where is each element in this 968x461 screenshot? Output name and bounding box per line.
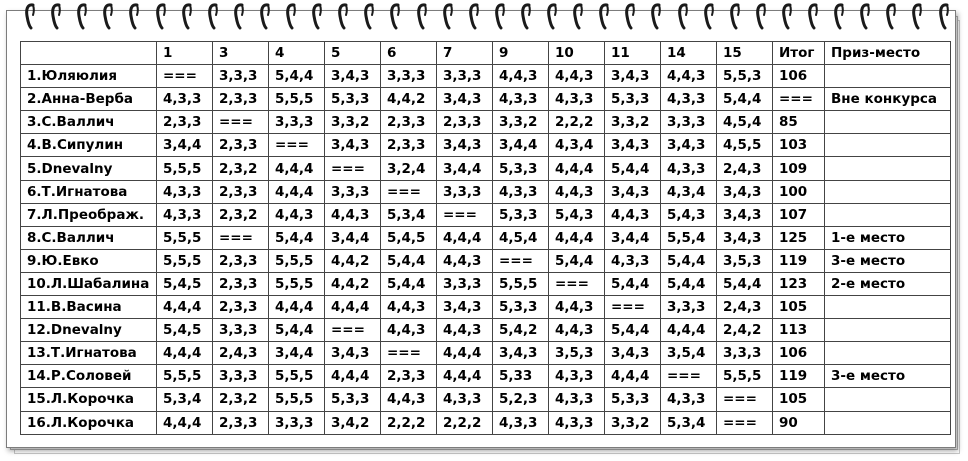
- spiral-binding-ring-icon: [756, 2, 767, 30]
- score-cell: 3,3,3: [437, 180, 493, 203]
- score-cell: 3,4,3: [605, 65, 661, 88]
- participant-name: 11.В.Васина: [21, 296, 157, 319]
- participant-name: 9.Ю.Евко: [21, 249, 157, 272]
- score-cell: 2,3,3: [213, 272, 269, 295]
- score-cell: 3,4,3: [437, 134, 493, 157]
- score-cell: 3,4,3: [661, 134, 717, 157]
- table-row: [21, 203, 951, 226]
- column-header: 3: [213, 42, 269, 65]
- score-cell: ===: [605, 296, 661, 319]
- spiral-binding-ring-icon: [495, 2, 506, 30]
- score-cell: 2,3,3: [381, 365, 437, 388]
- score-cell: 2,3,3: [213, 134, 269, 157]
- spiral-binding-ring-icon: [834, 2, 845, 30]
- total-cell: 107: [773, 203, 825, 226]
- score-cell: 2,3,2: [213, 388, 269, 411]
- score-cell: 2,3,3: [213, 411, 269, 434]
- score-cell: ===: [717, 411, 773, 434]
- participant-name: 3.С.Валлич: [21, 111, 157, 134]
- score-cell: 3,3,3: [213, 365, 269, 388]
- score-cell: 5,4,4: [381, 249, 437, 272]
- score-cell: 3,3,2: [493, 111, 549, 134]
- score-cell: 4,3,3: [493, 411, 549, 434]
- spiral-binding-ring-icon: [443, 2, 454, 30]
- score-cell: 4,4,4: [157, 411, 213, 434]
- score-cell: 3,4,3: [605, 180, 661, 203]
- score-cell: ===: [549, 272, 605, 295]
- table-row: [21, 226, 951, 249]
- score-cell: 5,33: [493, 365, 549, 388]
- score-cell: 4,4,3: [549, 319, 605, 342]
- participant-name: 12.Dnevalny: [21, 319, 157, 342]
- score-cell: 4,3,3: [437, 388, 493, 411]
- table-header: [21, 42, 951, 65]
- score-cell: 5,3,3: [325, 388, 381, 411]
- table-row: [21, 319, 951, 342]
- score-cell: ===: [381, 342, 437, 365]
- prize-cell: 3-е место: [825, 365, 951, 388]
- score-cell: 4,3,3: [493, 88, 549, 111]
- score-cell: 5,5,5: [717, 365, 773, 388]
- score-cell: 4,4,3: [605, 203, 661, 226]
- prize-cell: 1-е место: [825, 226, 951, 249]
- score-cell: 4,3,3: [157, 203, 213, 226]
- total-cell: 85: [773, 111, 825, 134]
- spiral-binding-ring-icon: [338, 2, 349, 30]
- score-cell: ===: [493, 249, 549, 272]
- score-cell: 4,3,3: [661, 157, 717, 180]
- score-cell: 5,5,3: [717, 65, 773, 88]
- score-cell: 3,3,3: [269, 111, 325, 134]
- score-cell: 3,3,3: [269, 411, 325, 434]
- score-cell: 3,4,3: [605, 134, 661, 157]
- score-cell: 4,3,3: [549, 411, 605, 434]
- score-cell: 5,4,4: [605, 157, 661, 180]
- participant-name: 14.Р.Соловей: [21, 365, 157, 388]
- score-cell: ===: [661, 365, 717, 388]
- score-cell: 5,5,5: [493, 272, 549, 295]
- prize-cell: [825, 111, 951, 134]
- score-cell: 5,4,4: [381, 272, 437, 295]
- spiral-binding-ring-icon: [886, 2, 897, 30]
- score-cell: 2,4,3: [717, 157, 773, 180]
- table-row: [21, 65, 951, 88]
- scores-table: [20, 41, 951, 435]
- score-cell: 4,4,4: [437, 226, 493, 249]
- score-cell: 2,4,3: [717, 296, 773, 319]
- column-header: 15: [717, 42, 773, 65]
- prize-cell: Вне конкурса: [825, 88, 951, 111]
- total-cell: 105: [773, 388, 825, 411]
- score-cell: 5,5,5: [269, 88, 325, 111]
- score-cell: 4,4,3: [381, 296, 437, 319]
- total-cell: 100: [773, 180, 825, 203]
- column-header: [21, 42, 157, 65]
- score-cell: 4,4,4: [549, 226, 605, 249]
- score-cell: 5,3,3: [325, 88, 381, 111]
- score-cell: 3,4,3: [605, 342, 661, 365]
- score-cell: 5,4,4: [269, 65, 325, 88]
- column-header: 6: [381, 42, 437, 65]
- score-cell: 5,5,5: [269, 388, 325, 411]
- column-header: 9: [493, 42, 549, 65]
- spiral-binding-ring-icon: [208, 2, 219, 30]
- participant-name: 6.Т.Игнатова: [21, 180, 157, 203]
- spiral-binding-ring-icon: [678, 2, 689, 30]
- spiral-binding-ring-icon: [939, 2, 950, 30]
- table-row: [21, 134, 951, 157]
- score-cell: 4,4,3: [493, 65, 549, 88]
- spiral-binding-ring-icon: [390, 2, 401, 30]
- score-cell: 5,4,4: [717, 272, 773, 295]
- total-cell: 113: [773, 319, 825, 342]
- score-cell: 3,4,3: [325, 65, 381, 88]
- score-cell: 5,4,4: [661, 249, 717, 272]
- table-row: [21, 88, 951, 111]
- score-cell: ===: [437, 203, 493, 226]
- score-cell: 3,4,4: [437, 157, 493, 180]
- score-cell: 3,2,4: [381, 157, 437, 180]
- score-cell: 4,4,3: [381, 319, 437, 342]
- table-row: [21, 411, 951, 434]
- score-cell: 4,4,4: [157, 342, 213, 365]
- score-cell: 4,4,4: [549, 157, 605, 180]
- score-cell: 3,4,4: [605, 226, 661, 249]
- spiral-binding: [0, 0, 968, 34]
- score-cell: 5,4,4: [269, 319, 325, 342]
- score-cell: 5,4,4: [549, 249, 605, 272]
- score-cell: 5,3,3: [493, 203, 549, 226]
- spiral-binding-ring-icon: [860, 2, 871, 30]
- score-cell: 5,3,4: [157, 388, 213, 411]
- score-cell: 2,3,3: [213, 249, 269, 272]
- prize-cell: [825, 342, 951, 365]
- score-cell: 4,3,3: [157, 88, 213, 111]
- participant-name: 1.Юляюлия: [21, 65, 157, 88]
- total-cell: 90: [773, 411, 825, 434]
- score-cell: 4,4,4: [325, 365, 381, 388]
- score-cell: 5,4,5: [157, 319, 213, 342]
- score-cell: 5,5,5: [269, 249, 325, 272]
- score-cell: 5,3,3: [493, 296, 549, 319]
- table-row: [21, 388, 951, 411]
- score-cell: 2,3,3: [213, 296, 269, 319]
- score-cell: 5,5,5: [157, 365, 213, 388]
- score-cell: 4,4,3: [269, 203, 325, 226]
- score-cell: 5,5,5: [157, 157, 213, 180]
- score-cell: 3,3,2: [605, 411, 661, 434]
- score-cell: 5,3,4: [661, 411, 717, 434]
- spiral-binding-ring-icon: [234, 2, 245, 30]
- prize-cell: [825, 180, 951, 203]
- score-cell: 5,5,5: [157, 249, 213, 272]
- participant-name: 4.В.Сипулин: [21, 134, 157, 157]
- score-cell: 4,4,3: [549, 180, 605, 203]
- score-cell: 4,5,4: [717, 111, 773, 134]
- table-body: [21, 65, 951, 435]
- participant-name: 13.Т.Игнатова: [21, 342, 157, 365]
- score-cell: 4,4,2: [325, 249, 381, 272]
- score-cell: 5,5,5: [269, 365, 325, 388]
- header-row: [21, 42, 951, 65]
- spiral-binding-ring-icon: [77, 2, 88, 30]
- score-cell: 4,4,3: [325, 203, 381, 226]
- participant-name: 15.Л.Корочка: [21, 388, 157, 411]
- score-cell: 5,3,3: [493, 157, 549, 180]
- score-cell: 3,3,3: [661, 111, 717, 134]
- participant-name: 5.Dnevalny: [21, 157, 157, 180]
- table-row: [21, 272, 951, 295]
- score-cell: 3,4,3: [493, 342, 549, 365]
- total-cell: 106: [773, 342, 825, 365]
- score-cell: 3,3,3: [381, 65, 437, 88]
- score-cell: 5,4,2: [493, 319, 549, 342]
- score-cell: 4,3,3: [157, 180, 213, 203]
- total-cell: 125: [773, 226, 825, 249]
- score-cell: 2,3,3: [157, 111, 213, 134]
- score-cell: 5,3,3: [605, 88, 661, 111]
- spiral-binding-ring-icon: [286, 2, 297, 30]
- prize-cell: [825, 134, 951, 157]
- score-cell: ===: [157, 65, 213, 88]
- score-cell: 4,3,3: [605, 249, 661, 272]
- score-cell: 5,4,5: [381, 226, 437, 249]
- score-cell: 4,5,4: [493, 226, 549, 249]
- score-cell: 4,4,4: [325, 296, 381, 319]
- score-cell: 3,4,3: [437, 88, 493, 111]
- column-header: 5: [325, 42, 381, 65]
- table-row: [21, 249, 951, 272]
- score-cell: 2,3,3: [213, 88, 269, 111]
- column-header: 1: [157, 42, 213, 65]
- score-cell: 4,4,4: [269, 296, 325, 319]
- score-cell: 2,4,3: [213, 342, 269, 365]
- score-cell: 4,4,4: [269, 157, 325, 180]
- spiral-binding-ring-icon: [129, 2, 140, 30]
- spiral-binding-ring-icon: [364, 2, 375, 30]
- table-row: [21, 157, 951, 180]
- prize-cell: [825, 388, 951, 411]
- score-cell: 5,5,5: [157, 226, 213, 249]
- score-cell: 4,3,3: [549, 388, 605, 411]
- prize-cell: [825, 65, 951, 88]
- score-cell: 3,4,3: [437, 296, 493, 319]
- table-row: [21, 365, 951, 388]
- score-cell: 2,3,3: [213, 180, 269, 203]
- prize-cell: 2-е место: [825, 272, 951, 295]
- score-cell: 4,4,3: [437, 319, 493, 342]
- score-cell: ===: [269, 134, 325, 157]
- score-cell: 3,4,3: [717, 203, 773, 226]
- spiral-binding-ring-icon: [808, 2, 819, 30]
- score-cell: 3,5,3: [549, 342, 605, 365]
- total-cell: 103: [773, 134, 825, 157]
- participant-name: 16.Л.Корочка: [21, 411, 157, 434]
- spiral-binding-ring-icon: [573, 2, 584, 30]
- column-header: Итог: [773, 42, 825, 65]
- participant-name: 10.Л.Шабалина: [21, 272, 157, 295]
- score-cell: 2,3,2: [213, 203, 269, 226]
- score-cell: 3,5,4: [661, 342, 717, 365]
- score-cell: 4,4,4: [661, 319, 717, 342]
- score-cell: 3,4,3: [325, 134, 381, 157]
- score-cell: 3,4,3: [325, 342, 381, 365]
- prize-cell: [825, 296, 951, 319]
- score-cell: 2,3,3: [381, 111, 437, 134]
- score-cell: 5,4,4: [269, 226, 325, 249]
- spiral-binding-ring-icon: [651, 2, 662, 30]
- score-cell: 3,4,4: [325, 226, 381, 249]
- score-cell: 3,4,4: [269, 342, 325, 365]
- spiral-binding-ring-icon: [103, 2, 114, 30]
- score-cell: 5,3,4: [381, 203, 437, 226]
- score-cell: 5,4,4: [717, 88, 773, 111]
- prize-cell: [825, 157, 951, 180]
- spiral-binding-ring-icon: [521, 2, 532, 30]
- column-header: 4: [269, 42, 325, 65]
- participant-name: 8.С.Валлич: [21, 226, 157, 249]
- score-cell: 3,4,3: [717, 180, 773, 203]
- score-cell: 3,3,2: [605, 111, 661, 134]
- spiral-binding-ring-icon: [312, 2, 323, 30]
- spiral-binding-ring-icon: [625, 2, 636, 30]
- score-cell: 4,5,5: [717, 134, 773, 157]
- column-header: Приз-место: [825, 42, 951, 65]
- score-cell: 3,3,2: [325, 111, 381, 134]
- score-cell: 5,4,4: [605, 272, 661, 295]
- score-cell: 4,4,2: [381, 88, 437, 111]
- score-cell: 5,5,5: [269, 272, 325, 295]
- spiral-binding-ring-icon: [599, 2, 610, 30]
- score-cell: 3,4,3: [717, 226, 773, 249]
- score-cell: 5,5,4: [661, 226, 717, 249]
- spiral-binding-ring-icon: [469, 2, 480, 30]
- participant-name: 2.Анна-Верба: [21, 88, 157, 111]
- score-cell: 3,4,4: [493, 134, 549, 157]
- score-cell: 4,4,3: [661, 65, 717, 88]
- spiral-binding-ring-icon: [912, 2, 923, 30]
- score-cell: 2,2,2: [381, 411, 437, 434]
- score-cell: 5,3,3: [605, 388, 661, 411]
- score-cell: 2,2,2: [549, 111, 605, 134]
- score-cell: 3,5,3: [717, 249, 773, 272]
- spiral-binding-ring-icon: [51, 2, 62, 30]
- total-cell: 106: [773, 65, 825, 88]
- score-cell: 5,4,4: [605, 319, 661, 342]
- score-cell: 5,4,3: [661, 203, 717, 226]
- score-cell: 5,4,4: [661, 272, 717, 295]
- score-cell: 4,4,4: [157, 296, 213, 319]
- spiral-binding-ring-icon: [730, 2, 741, 30]
- table-row: [21, 111, 951, 134]
- spiral-binding-ring-icon: [25, 2, 36, 30]
- score-cell: 2,2,2: [437, 411, 493, 434]
- score-cell: ===: [213, 226, 269, 249]
- score-cell: 4,3,4: [661, 180, 717, 203]
- score-cell: 3,3,3: [325, 180, 381, 203]
- prize-cell: 3-е место: [825, 249, 951, 272]
- prize-cell: [825, 203, 951, 226]
- spiral-binding-ring-icon: [156, 2, 167, 30]
- score-cell: 4,4,4: [437, 342, 493, 365]
- score-cell: 4,4,3: [437, 249, 493, 272]
- score-cell: ===: [325, 319, 381, 342]
- score-cell: 2,3,3: [437, 111, 493, 134]
- score-cell: 4,4,4: [437, 365, 493, 388]
- spiral-binding-ring-icon: [182, 2, 193, 30]
- score-cell: 4,4,3: [381, 388, 437, 411]
- score-cell: 2,3,3: [381, 134, 437, 157]
- score-cell: 3,3,3: [213, 319, 269, 342]
- score-cell: 3,3,3: [437, 65, 493, 88]
- total-cell: 119: [773, 365, 825, 388]
- participant-name: 7.Л.Преображ.: [21, 203, 157, 226]
- total-cell: 119: [773, 249, 825, 272]
- score-cell: 3,4,2: [325, 411, 381, 434]
- score-cell: ===: [381, 180, 437, 203]
- prize-cell: [825, 319, 951, 342]
- table-row: [21, 296, 951, 319]
- score-cell: 3,4,4: [157, 134, 213, 157]
- score-cell: 4,4,3: [549, 296, 605, 319]
- total-cell: ===: [773, 88, 825, 111]
- total-cell: 105: [773, 296, 825, 319]
- score-cell: 2,3,2: [213, 157, 269, 180]
- spiral-binding-ring-icon: [260, 2, 271, 30]
- total-cell: 109: [773, 157, 825, 180]
- score-cell: 4,3,3: [549, 88, 605, 111]
- score-cell: 4,4,4: [269, 180, 325, 203]
- score-cell: 5,4,5: [157, 272, 213, 295]
- score-cell: 3,3,3: [717, 342, 773, 365]
- score-cell: 4,3,4: [549, 134, 605, 157]
- score-cell: 4,4,3: [549, 65, 605, 88]
- spiral-binding-ring-icon: [704, 2, 715, 30]
- score-cell: 3,3,3: [437, 272, 493, 295]
- score-cell: 4,3,3: [549, 365, 605, 388]
- score-cell: 5,2,3: [493, 388, 549, 411]
- total-cell: 123: [773, 272, 825, 295]
- score-cell: ===: [325, 157, 381, 180]
- table-row: [21, 180, 951, 203]
- score-cell: 2,4,2: [717, 319, 773, 342]
- score-cell: 4,4,2: [325, 272, 381, 295]
- column-header: 10: [549, 42, 605, 65]
- score-cell: 3,3,3: [213, 65, 269, 88]
- score-cell: 4,3,3: [493, 180, 549, 203]
- column-header: 11: [605, 42, 661, 65]
- prize-cell: [825, 411, 951, 434]
- column-header: 14: [661, 42, 717, 65]
- spiral-binding-ring-icon: [547, 2, 558, 30]
- spiral-binding-ring-icon: [417, 2, 428, 30]
- score-cell: 3,3,3: [661, 296, 717, 319]
- score-cell: 4,3,3: [661, 388, 717, 411]
- column-header: 7: [437, 42, 493, 65]
- score-cell: 4,3,3: [661, 88, 717, 111]
- score-cell: ===: [213, 111, 269, 134]
- spiral-binding-ring-icon: [782, 2, 793, 30]
- table-row: [21, 342, 951, 365]
- score-cell: 5,4,3: [549, 203, 605, 226]
- score-cell: ===: [717, 388, 773, 411]
- score-cell: 4,4,4: [605, 365, 661, 388]
